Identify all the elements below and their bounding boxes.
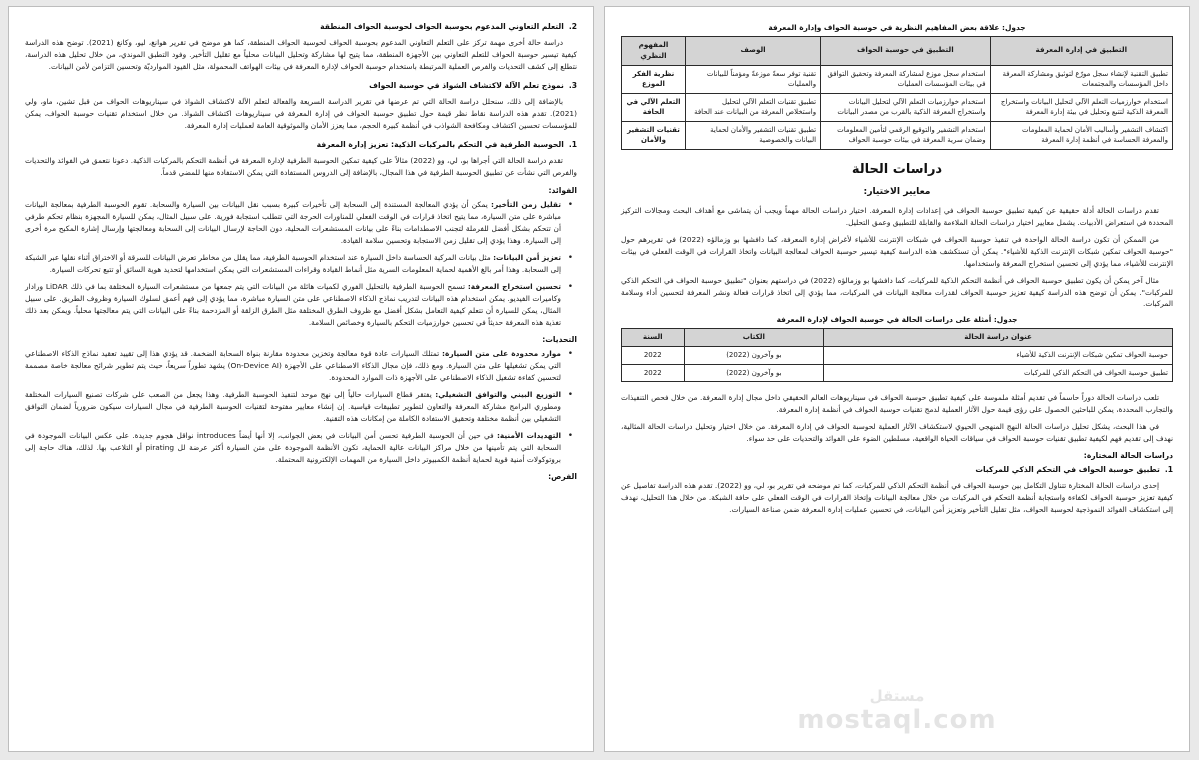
- list-item: [25, 430, 577, 466]
- cell-edge: استخدام خوارزميات التعلم الآلي لتحليل البيانات واستخراج المعرفة الذكية بالقرب من مصدر البيانات: [821, 93, 991, 121]
- table-theoretical-concepts: [621, 36, 1173, 150]
- cell-concept: نظرية الفكر الموزع: [622, 65, 686, 93]
- section-title: الحوسبة الطرفية في التحكم بالمركبات الذكية: تعزيز إدارة المعرفة: [316, 140, 564, 150]
- column-header: المفهوم النظري: [622, 37, 686, 66]
- paragraph: من الممكن أن تكون دراسة الحالة الواحدة في تنفيذ حوسبة الحواف في شبكات الإنترنت للأشياء لأغراض إدارة المعرفة، كما دافشها بو وزمالؤه (2022) في تقريرهم حول "حوسبة الحواف تمكين شبكات الإنترنت الذكية للأشياء". يمكن أن تستكشف هذه الدراسة كيفية تيسير حوسبة الحواف لمعالجة البيانات واتخاذ القرارات في الوقت الفعلي في بيئات الإنترنت للأشياء، مما يؤدي إلى تحسين استخراج المعرفة واستخدامها.: [621, 234, 1173, 268]
- opportunities-heading: الفرص:: [548, 472, 577, 481]
- column-header: التطبيق في حوسبة الحواف: [821, 37, 991, 66]
- column-header: التطبيق في إدارة المعرفة: [990, 37, 1172, 66]
- list-item: [25, 281, 577, 329]
- section-title: نموذج تعلم الآلة لاكتشاف الشواذ في حوسبة الحواف: [369, 81, 564, 91]
- section-edge-vehicle-control: [25, 139, 577, 179]
- table-row: [622, 364, 1173, 382]
- benefits-heading: الفوائد:: [548, 186, 577, 196]
- watermark-latin: mostaql.com: [797, 705, 997, 735]
- table-row: [622, 93, 1173, 121]
- benefit-text: يمكن أن يؤدي المعالجة المستندة إلى السحابة إلى تأخيرات كبيرة بسبب نقل البيانات بين السيارة والسحابة. تقوم الحوسبة الطرفية بمعالجة البيانات مباشرة على متن السيارة، مما يتيح اتخاذ قرارات في الوقت الفعلي للمناورات الحرجة التي تتطلب استجابة فورية. على سبيل المثال، يمكن للسيارة المجهزة بنظام تحكم طرفي أن تتحكم بشكل أفضل للفرملة لتجنب الاصطدامات بناءً على بيانات المستشعرات المحلية، دون الحاجة لإرسال البيانات إلى السحابة ومعالجتها وإرسال إشارة المكبح مرة أخرى إلى السيارة. وهذا يؤدي إلى تقليل زمن الاستجابة وتحسين سلامة القيادة.: [25, 200, 561, 246]
- section-number: 2.: [568, 22, 577, 31]
- table-case-studies: [621, 328, 1173, 382]
- list-item: [25, 389, 577, 425]
- benefit-label: تعزيز أمن البيانات:: [493, 253, 561, 263]
- watermark-arabic: مستقل: [869, 687, 925, 705]
- paragraph: تلعب دراسات الحالة دوراً حاسماً في تقديم أمثلة ملموسة على كيفية تطبيق حوسبة الحواف في سيناريوهات العالم الحقيقي داخل مجال إدارة المعرفة. من خلال فحص التنفيذات والتجارب المحددة، يمكن للباحثين الحصول على رؤى قيمة حول الآثار العملية لدمج تقنيات حوسبة الحواف في أنظمة إدارة المعرفة.: [621, 393, 1173, 415]
- watermark: [797, 687, 996, 735]
- cell-authors: بو وآخرون (2022): [684, 347, 824, 365]
- benefits-list: [25, 199, 577, 329]
- paragraph: مثال آخر يمكن أن يكون تطبيق حوسبة الحواف في أنظمة التحكم الذكية للمركبات، كما دافشها بو وزمالؤه (2022) في دراستهم بعنوان "تطبيق حوسبة الحواف في التحكم الذكي للمركبات". يمكن أن توضح هذه الدراسة كيفية تعزيز حوسبة الحواف لقدرات معالجة البيانات في المركبات، مما يؤدي إلى اتخاذ قرارات فعالة ونشر المعرفة لتحسين أداء وسلامة المركبات.: [621, 275, 1173, 309]
- table-header-row: [622, 37, 1173, 66]
- cell-year: 2022: [622, 347, 685, 365]
- section-title: التعلم التعاوني المدعوم بحوسبة الحواف لحوسبة الحواف المنطقة: [320, 22, 564, 31]
- challenges-heading: التحديات:: [542, 335, 577, 345]
- section-number: 1.: [568, 140, 577, 150]
- selected-case-heading: [621, 464, 1173, 476]
- column-header: الكتاب: [684, 329, 824, 347]
- cell-concept: تقنيات التشفير والأمان: [622, 121, 686, 149]
- table-row: [622, 347, 1173, 365]
- table-caption-case-studies: جدول: أمثلة على دراسات الحالة في حوسبة الحواف لإدارة المعرفة: [776, 315, 1018, 325]
- criteria-heading: معايير الاختيار:: [863, 185, 931, 197]
- section-collaborative-learning: [25, 21, 577, 73]
- cell-desc: تطبيق تقنيات التعلم الآلي لتحليل واستخلاص المعرفة من البيانات عند الحافة: [685, 93, 820, 121]
- cell-km: اكتشاف التشفير وأساليب الأمان لحماية المعلومات والمعرفة الحساسة في أنظمة إدارة المعرفة: [990, 121, 1172, 149]
- list-item: [25, 199, 577, 247]
- item-number: 1.: [1164, 465, 1173, 475]
- column-header: السنة: [622, 329, 685, 347]
- benefit-text: تسمح الحوسبة الطرفية بالتحليل الفوري لكميات هائلة من البيانات التي يتم جمعها من مستشعرات السيارة المختلفة بما في ذلك LiDAR ورادار وكاميرات الفيديو. يمكن استخدام هذه البيانات لتدريب نماذج الذكاء الاصطناعي على متن السيارة مباشرة، مما يؤدي إلى فهم أعمق لسلوك السيارة وظروف الطريق. على سبيل المثال، يمكن للسيارة أن تتعلم كيفية التعامل بشكل أفضل مع ظروف الطرق المختلفة مثل الطرق الزلقة أو المزدحمة بناءً على البيانات التي يتم معالجتها محلياً. ويمكن بعد ذلك تغذية هذه المعرفة حديثاً في تحسين خوارزميات التحكم بالسيارة وخصائص السلامة.: [25, 282, 561, 328]
- section-anomaly-detection: [25, 80, 577, 132]
- list-item: [25, 348, 577, 384]
- challenges-list: [25, 348, 577, 466]
- item-title: تطبيق حوسبة الحواف في التحكم الذكي للمركبات: [975, 465, 1160, 475]
- selected-case-body: إحدى دراسات الحالة المختارة تتناول التكامل بين حوسبة الحواف في أنظمة التحكم الذكي للمركبات، كما تم موضحه في تقرير بو، لي، وو (2022). تقدم هذه الدراسة تفاصيل عن كيفية تعزيز حوسبة الحواف لكفاءة واستجابة أنظمة التحكم في المركبات من خلال معالجة البيانات وإتخاذ القرارات في الوقت الفعلي على حافة الشبكة. من خلال هذا التحليل، نهدف إلى استكشاف الفوائد النموذجية لحوسبة الحواف، مثل تقليل التأخير وتعزيز أمن البيانات، في تحسين عمليات إدارة المعرفة ضمن صناعة السيارات.: [621, 481, 1173, 515]
- benefit-text: مثل بيانات المركبة الحساسة داخل السيارة عند استخدام الحوسبة الطرفية، مما يقلل من مخاطر تعرض البيانات للسرقة أو الاختراق أثناء نقلها عبر الشبكة إلى السحابة. وهذا أمر بالغ الأهمية لحماية المعلومات السرية مثل أنماط القيادة وقراءات المستشعرات التي يمكن استخدامها لتحديد هوية السائق أو تتبع تحركات السيارة.: [25, 253, 561, 275]
- list-item: [25, 252, 577, 276]
- cell-edge: استخدام سجل موزع لمشاركة المعرفة وتحقيق التوافق في بيئات المؤسسات العمليات: [821, 65, 991, 93]
- paragraph: في هذا البحث، يشكل تحليل دراسات الحالة النهج المنهجي الحيوي لاستكشاف الآثار العملية لحوسبة الحواف في إدارة المعرفة. من خلال اختيار وتحليل دراسات الحالة المثالية، نهدف إلى تقديم فهم لكيفية تطبيق تقنيات حوسبة الحواف في سياقات الحياة الواقعية، مسلطين الضوء على الفوائد والتحديات على حد سواء.: [621, 422, 1173, 444]
- challenge-label: موارد محدودة على متن السيارة:: [442, 349, 562, 359]
- paragraph: تقدم دراسات الحالة أدلة حقيقية عن كيفية تطبيق حوسبة الحواف في إعدادات إدارة المعرفة. اختيار دراسات الحالة مهماً ويجب أن يتماشى مع أهداف البحث ومجالات التركيز المحددة في استعراض الأدبيات. يشمل معايير اختيار دراسات الحالة الملاءمة والقابلة للتطبيق وعمق التحليل.: [621, 205, 1173, 227]
- challenge-text: يفتقر قطاع السيارات حالياً إلى نهج موحد لتنفيذ الحوسبة الطرفية. وهذا يجعل من الصعب على شركات تصنيع السيارات المختلفة ومطوري البرامج مشاركة المعرفة والتعاون لتطوير تطبيقات قياسية. إن إنشاء معايير مفتوحة لتقنيات الحوسبة الطرفية في مجال السيارات سيكون ضرورياً لضمان التوافق التشغيلي بين أنظمة مختلفة وتحقيق الاستفادة الكاملة من إمكانات هذه التقنية.: [25, 390, 561, 424]
- challenge-text: تمتلك السيارات عادة قوة معالجة وتخزين محدودة مقارنة بنواة السحابة الضخمة. قد يؤدي هذا إلى تقييد تعقيد نماذج الذكاء الاصطناعي التي يمكن تشغيلها على متن السيارة. ومع ذلك، فإن مجال الذكاء الاصطناعي على الأجهزة (On-Device AI) يشهد تطوراً سريعاً، حيث يتم تطوير شرائح معالجة خاصة مصممة لتحسين كفاءة تشغيل الذكاء الاصطناعي على الأجهزة ذات الموارد المحدودة.: [25, 349, 561, 383]
- section-number: 3.: [568, 81, 577, 91]
- column-header: الوصف: [685, 37, 820, 66]
- table-header-row: [622, 329, 1173, 347]
- cell-authors: بو وآخرون (2022): [684, 364, 824, 382]
- section-body: بالإضافة إلى ذلك، سنحلل دراسة الحالة التي تم عرضها في تقرير الدراسة السريعة والفعالة لتعلم الآلة لاكتشاف الشواذ في سيناريوهات الحواف من قبل تشين، ماو، ولي (2021). تقدم هذه الدراسة نقاط نظر قيمة حول تطبيق حوسبة الحواف في إدارة المعرفة في سيناريوهات اكتشاف الشواذ. من خلال استخدام تقنيات حوسبة الحواف، يمكن للمؤسسات تحسين اكتشاف ومكافحة الشواذب في أنظمة كبيرة الحجم، مما يعزز الأمان والموثوقية العامة لعمليات إدارة المعرفة.: [25, 97, 577, 131]
- cell-title: تطبيق حوسبة الحواف في التحكم الذكي للمركبات: [824, 364, 1173, 382]
- cell-desc: تقنية توفر سعةً موزعةً ومؤمناً للبيانات والعمليات: [685, 65, 820, 93]
- benefit-label: تقليل زمن التأخير:: [491, 200, 561, 210]
- selected-cases-heading: دراسات الحالة المختارة:: [1083, 451, 1173, 461]
- challenge-label: التوزيع البيني والتوافق التشغيلي:: [435, 390, 561, 400]
- cell-edge: استخدام التشفير والتوقيع الرقمي لتأمين المعلومات وضمان سرية المعرفة في بيئات حوسبة الحواف: [821, 121, 991, 149]
- challenge-text: في حين أن الحوسبة الطرفية تحسن أمن البيانات في بعض الجوانب، إلا أنها أيضاً introduces نواقل هجوم جديدة. على عكس البيانات الموجودة في السحابة التي يتم تأمينها من خلال مراكز البيانات عالية الحماية، تكون الأنظمة الموجودة على متن السيارة أكثر عرضة لل pirating أو التلاعب بها. لذلك، هناك حاجة إلى بروتوكولات أمنية قوية لحماية أنظمة الكمبيوتر داخل السيارة من المهمات الإلكترونية المحتملة.: [25, 431, 561, 465]
- page-title: دراسات الحالة: [851, 161, 943, 177]
- benefit-label: تحسين استخراج المعرفة:: [467, 282, 561, 292]
- cell-year: 2022: [622, 364, 685, 382]
- table-row: [622, 65, 1173, 93]
- section-body: دراسة حالة أخرى مهمة تركز على التعلم التعاوني المدعوم بحوسبة الحواف لحوسبة الحواف المنطقة، كما هو موضح في تقرير هوانغ، ليو، وكانغ (2021). توضح هذه الدراسة كيفية تيسير حوسبة الحواف للتعلم التعاوني بين الأجهزة المنطقة، مما يتيح لها مشاركة وتحليل البيانات محلياً مع تقليل التأخير. وفود التطبق الموندي، من خلال تحليل هذه الدراسة، نتطلع إلى كشف التحديات والفرص العملية المرتبطة باستخدام حوسبة الحواف لإدارة المعرفة في بيئات الهواتف المحمولة، مثل القيود الموارديّة وتحسين التزامن لأمن البيانات.: [25, 38, 577, 72]
- section-body: تقدم دراسة الحالة التي أجراها بو، لي، وو (2022) مثالاً على كيفية تمكين الحوسبة الطرفية لإدارة المعرفة في أنظمة التحكم بالمركبات الذكية. دعونا نتعمق في الفوائد والتحديات والفرص التي نشأت عن تطبيق الحوسبة الطرفية في هذا المجال، بالإضافة إلى الدروس المستفادة التي يمكن الاستفادة منها للمضي قدماً.: [25, 156, 577, 178]
- table-row: [622, 121, 1173, 149]
- document-page-right: [8, 6, 594, 752]
- cell-title: حوسبة الحواف تمكين شبكات الإنترنت الذكية للأشياء: [824, 347, 1173, 365]
- cell-km: استخدام خوارزميات التعلم الآلي لتحليل البيانات واستخراج المعرفة الذكية لتتبع وتحليل في بيئة إدارة المعرفة: [990, 93, 1172, 121]
- cell-desc: تطبيق تقنيات التشفير والأمان لحماية البيانات والخصوصية: [685, 121, 820, 149]
- column-header: عنوان دراسة الحالة: [824, 329, 1173, 347]
- table-caption-concepts: جدول: علاقة بعض المفاهيم النظرية في حوسبة الحواف وإدارة المعرفة: [768, 23, 1026, 32]
- document-page-left: [604, 6, 1190, 752]
- cell-concept: التعلم الآلي في الحافة: [622, 93, 686, 121]
- challenge-label: التهديدات الأمنية:: [496, 431, 562, 441]
- cell-km: تطبيق التقنية لإنشاء سجل مورّع لتوثيق ومشاركة المعرفة داخل المؤسسات والمجتمعات: [990, 65, 1172, 93]
